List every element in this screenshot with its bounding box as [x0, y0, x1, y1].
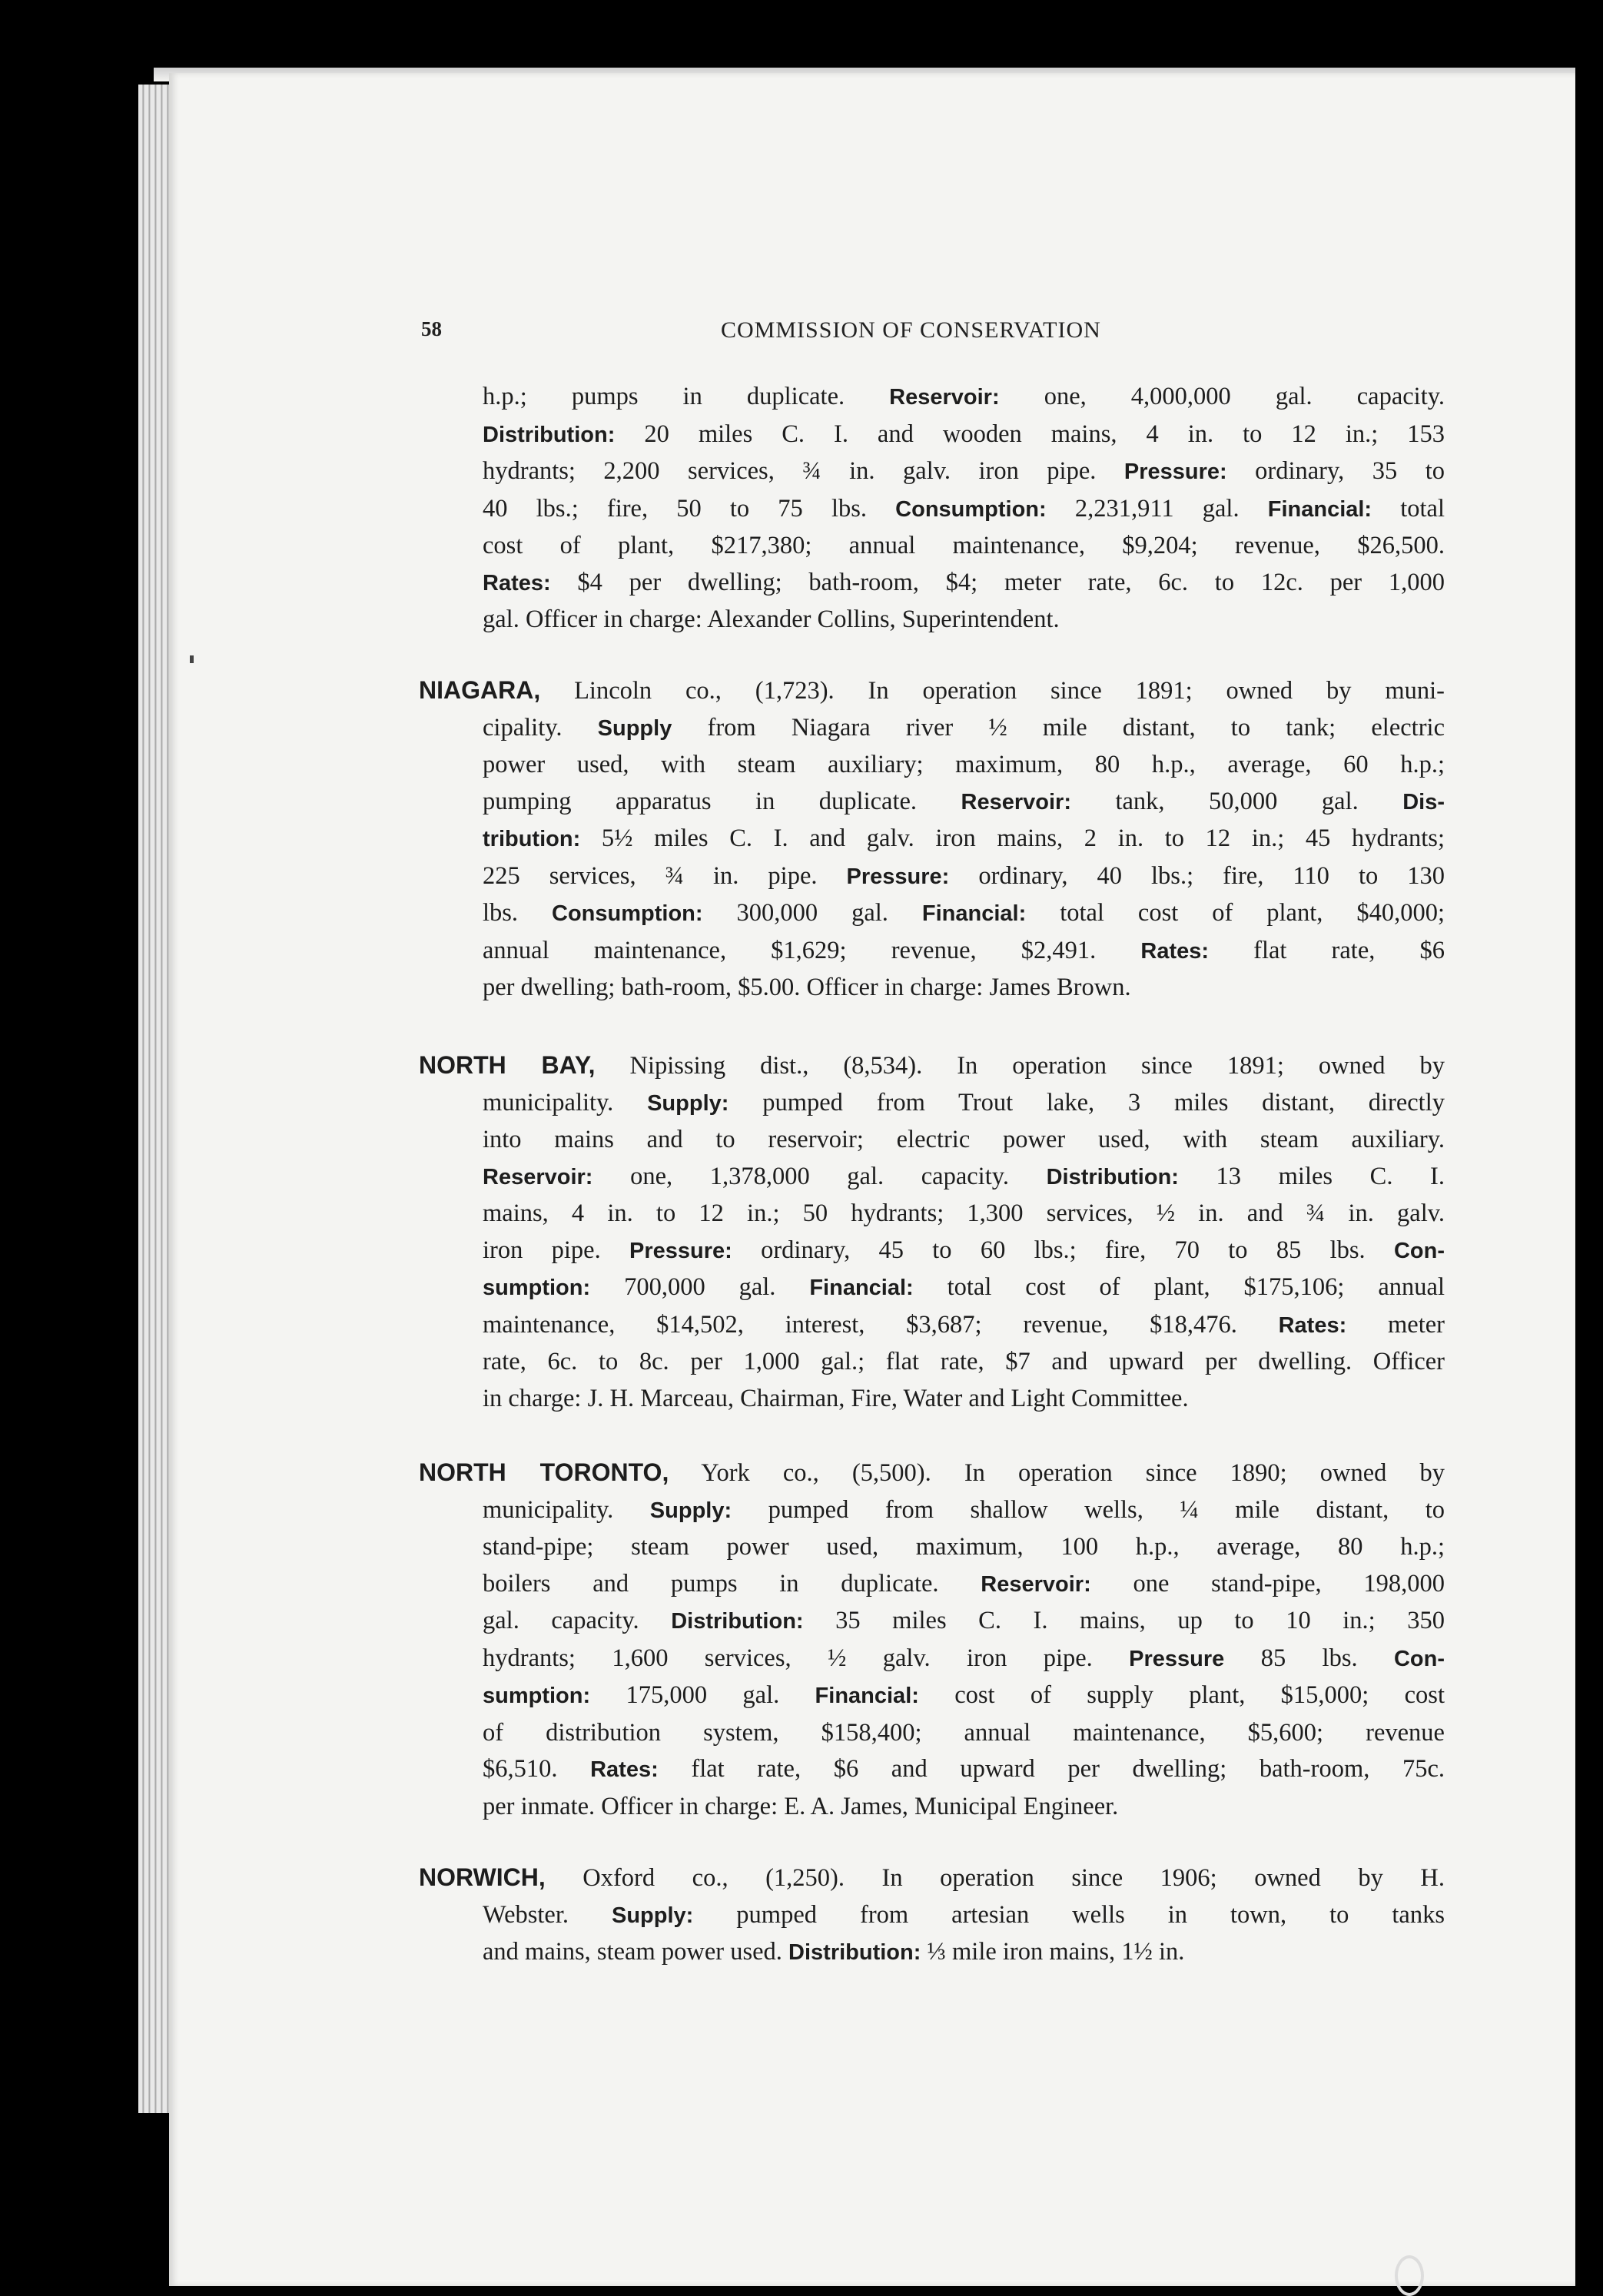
field-label: Financial: [809, 1276, 914, 1300]
field-label: Reservoir: [483, 1164, 593, 1189]
text-line [0, 1934, 1445, 1972]
text-run: 35 miles C. I. mains, up to 10 in.; 350 [803, 1607, 1445, 1634]
text-run: into mains and to reservoir; electric power used, with steam auxiliary. [483, 1126, 1445, 1153]
field-label: Distribution: [483, 422, 616, 447]
text-run: meter [1346, 1310, 1445, 1339]
text-run: in charge: J. H. Marceau, Chairman, Fire, Water and Light Committee. [483, 1384, 1189, 1412]
text-run: 175,000 gal. [590, 1681, 815, 1709]
text-run: pumped from Trout lake, 3 miles distant, directly [728, 1088, 1445, 1116]
text-line [0, 1085, 1445, 1123]
text-run: boilers and pumps in duplicate. [483, 1569, 981, 1598]
text-run: total cost of plant, $175,106; annual [913, 1273, 1445, 1301]
text-run: cipality. [483, 713, 598, 742]
text-run: 13 miles C. I. [1178, 1162, 1445, 1190]
text-run: Lincoln co., (1,723). In operation since 1891; owned by muni- [540, 677, 1445, 705]
text-run: power used, with steam auxiliary; maximum, 80 h.p., average, 60 h.p.; [483, 751, 1445, 778]
field-label: Pressure [1129, 1646, 1225, 1671]
entry-north-bay [0, 1047, 1445, 1417]
field-label: Reservoir: [889, 385, 1000, 410]
text-run: hydrants; 2,200 services, ¾ in. galv. iron pipe. [483, 457, 1124, 485]
text-run: York co., (5,500). In operation since 1890; owned by [669, 1459, 1445, 1487]
field-label: Supply: [611, 1903, 694, 1928]
field-label: Dis- [1402, 789, 1445, 815]
text-line [0, 416, 1445, 454]
entry-north-toronto [0, 1455, 1445, 1825]
field-label: Reservoir: [961, 789, 1071, 815]
text-line [0, 747, 1445, 784]
field-label: tribution: [483, 827, 581, 851]
text-run: stand-pipe; steam power used, maximum, 100 h.p., average, 80 h.p.; [483, 1533, 1445, 1561]
text-line [0, 1529, 1445, 1566]
text-run: 300,000 gal. [702, 899, 922, 927]
text-run: 20 miles C. I. and wooden mains, 4 in. to 12 in.; 153 [615, 420, 1445, 448]
text-line [0, 1307, 1445, 1345]
text-line [0, 821, 1445, 858]
text-run: 5½ miles C. I. and galv. iron mains, 2 in. to 12 in.; 45 hydrants; [580, 825, 1445, 852]
text-line [0, 1603, 1445, 1641]
field-label: Financial: [1267, 496, 1372, 522]
text-line [0, 1789, 1445, 1826]
text-line [0, 1159, 1445, 1196]
text-line [0, 1751, 1445, 1789]
text-run: $4 per dwelling; bath-room, $4; meter rate, 6c. to 12c. per 1,000 [550, 568, 1445, 596]
text-line [0, 710, 1445, 748]
field-label: sumption: [483, 1276, 591, 1300]
page-header [421, 317, 1443, 348]
text-run: h.p.; pumps in duplicate. [483, 383, 890, 410]
text-line [0, 1455, 1445, 1492]
text-line [0, 1897, 1445, 1935]
text-line [0, 1641, 1445, 1678]
text-run: 225 services, ¾ in. pipe. [483, 861, 847, 890]
text-run: Oxford co., (1,250). In operation since 1906; owned by H. [545, 1864, 1445, 1892]
text-run: lbs. [483, 899, 553, 927]
text-run: pumped from shallow wells, ¼ mile distant, to [732, 1495, 1445, 1524]
text-run: pumping apparatus in duplicate. [483, 787, 961, 815]
entry-niagara [0, 672, 1445, 1007]
text-run: Nipissing dist., (8,534). In operation since 1891; owned by [595, 1052, 1445, 1080]
margin-mark [190, 655, 194, 663]
text-run: total [1372, 494, 1445, 523]
text-line [0, 672, 1445, 710]
field-label: Rates: [1140, 938, 1210, 964]
text-run: Webster. [483, 1900, 612, 1929]
text-line [0, 1344, 1445, 1381]
text-run: 2,231,911 gal. [1046, 494, 1268, 523]
field-label: Consumption: [552, 901, 703, 926]
field-label: Supply: [647, 1090, 729, 1116]
text-run: from Niagara river ½ mile distant, to tank; electric [672, 713, 1445, 742]
text-run: municipality. [483, 1495, 650, 1524]
town-name: NORTH TORONTO, [419, 1458, 669, 1486]
text-run: 85 lbs. [1224, 1644, 1394, 1672]
text-line [0, 1566, 1445, 1604]
text-run: per inmate. Officer in charge: E. A. James, Municipal Engineer. [483, 1792, 1119, 1820]
town-name: NIAGARA, [419, 676, 541, 704]
field-label: Con- [1393, 1238, 1445, 1263]
field-label: Con- [1393, 1646, 1445, 1671]
text-run: annual maintenance, $1,629; revenue, $2,491. [483, 936, 1141, 964]
town-name: NORTH BAY, [419, 1051, 596, 1079]
text-run: total cost of plant, $40,000; [1026, 899, 1445, 927]
text-line [0, 602, 1445, 639]
text-run: ordinary, 45 to 60 lbs.; fire, 70 to 85 lbs. [732, 1236, 1394, 1264]
text-run: one, 1,378,000 gal. capacity. [592, 1162, 1047, 1190]
text-line [0, 565, 1445, 602]
page-number: 58 [421, 317, 442, 340]
text-line [0, 1196, 1445, 1233]
text-run: iron pipe. [483, 1236, 629, 1264]
field-label: Financial: [921, 901, 1027, 926]
corner-mark [1395, 2255, 1424, 2296]
text-run: of distribution system, $158,400; annual maintenance, $5,600; revenue [483, 1718, 1445, 1747]
text-line [0, 970, 1445, 1007]
text-run: one, 4,000,000 gal. capacity. [999, 383, 1445, 410]
text-line [0, 895, 1445, 933]
field-label: Distribution: [1046, 1164, 1179, 1189]
field-label: Pressure: [629, 1238, 732, 1263]
field-label: Reservoir: [981, 1571, 1091, 1597]
text-run: per dwelling; bath-room, $5.00. Officer in charge: James Brown. [483, 974, 1131, 1001]
text-line [0, 858, 1445, 896]
field-label: sumption: [483, 1684, 591, 1708]
text-run: flat rate, $6 [1209, 936, 1445, 964]
text-run: hydrants; 1,600 services, ½ galv. iron pipe. [483, 1644, 1130, 1672]
text-line [0, 1492, 1445, 1530]
text-run: tank, 50,000 gal. [1071, 787, 1403, 815]
entry-norwich [0, 1860, 1445, 1972]
text-line [0, 491, 1445, 529]
text-line [0, 1715, 1445, 1752]
text-line [0, 1381, 1445, 1418]
field-label: Rates: [1278, 1312, 1347, 1338]
text-run: pumped from artesian wells in town, to tanks [693, 1900, 1445, 1929]
field-label: Pressure: [846, 864, 950, 889]
text-run: ordinary, 35 to [1226, 457, 1445, 485]
text-run: and mains, steam power used. [483, 1938, 789, 1966]
text-run: gal. capacity. [483, 1607, 672, 1634]
text-run: $6,510. [483, 1755, 591, 1783]
field-label: Pressure: [1123, 460, 1227, 484]
field-label: Distribution: [671, 1609, 804, 1634]
running-head: COMMISSION OF CONSERVATION [721, 317, 1101, 343]
text-line [0, 379, 1445, 416]
text-run: municipality. [483, 1088, 648, 1116]
text-run: ⅓ mile iron mains, 1½ in. [921, 1938, 1185, 1966]
town-name: NORWICH, [419, 1863, 546, 1891]
text-line [0, 784, 1445, 821]
field-label: Rates: [483, 570, 551, 596]
field-label: Financial: [815, 1684, 919, 1708]
field-label: Consumption: [895, 496, 1047, 522]
text-run: ordinary, 40 lbs.; fire, 110 to 130 [949, 861, 1445, 890]
field-label: Distribution: [788, 1940, 921, 1965]
text-run: one stand-pipe, 198,000 [1090, 1569, 1445, 1598]
text-line [0, 1047, 1445, 1085]
text-line [0, 1677, 1445, 1715]
text-line [0, 1233, 1445, 1270]
text-run: cost of plant, $217,380; annual maintenance, $9,204; revenue, $26,500. [483, 532, 1445, 559]
text-run: 700,000 gal. [590, 1273, 810, 1301]
text-run: gal. Officer in charge: Alexander Collins, Superintendent. [483, 606, 1060, 633]
text-line [0, 1860, 1445, 1897]
text-line [0, 1269, 1445, 1307]
text-line [0, 1122, 1445, 1159]
field-label: Supply [597, 715, 672, 741]
text-line [0, 933, 1445, 970]
text-run: flat rate, $6 and upward per dwelling; bath-room, 75c. [658, 1755, 1445, 1783]
text-run: 40 lbs.; fire, 50 to 75 lbs. [483, 494, 896, 523]
text-line [0, 528, 1445, 565]
field-label: Rates: [590, 1757, 659, 1782]
text-line [0, 453, 1445, 491]
text-run: rate, 6c. to 8c. per 1,000 gal.; flat rate, $7 and upward per dwelling. Officer [483, 1348, 1445, 1375]
text-run: mains, 4 in. to 12 in.; 50 hydrants; 1,300 services, ½ in. and ¾ in. galv. [483, 1199, 1445, 1227]
text-run: maintenance, $14,502, interest, $3,687; revenue, $18,476. [483, 1310, 1279, 1339]
field-label: Supply: [649, 1498, 732, 1523]
text-run: cost of supply plant, $15,000; cost [918, 1681, 1445, 1709]
entry-continuation [0, 379, 1445, 639]
